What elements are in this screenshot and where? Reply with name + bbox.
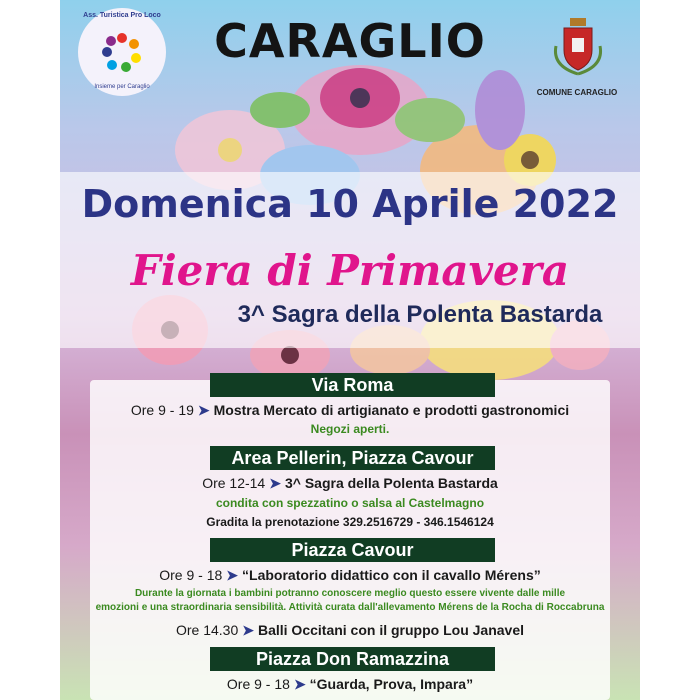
arrow-right-icon: ➤	[226, 567, 239, 583]
item-text: “Laboratorio didattico con il cavallo Mérens”	[242, 567, 541, 583]
item-text: 3^ Sagra della Polenta Bastarda	[284, 475, 498, 491]
item-note: Negozi aperti.	[310, 422, 390, 436]
item-time: Ore 9 - 18	[159, 567, 223, 583]
arrow-right-icon: ➤	[197, 402, 210, 418]
item-note: condita con spezzatino o salsa al Castelmagno	[215, 496, 485, 510]
item-text: “Guarda, Prova, Impara”	[309, 676, 474, 692]
program-item	[90, 567, 610, 584]
event-date: Domenica 10 Aprile 2022	[81, 182, 619, 226]
event-subtitle: 3^ Sagra della Polenta Bastarda	[237, 301, 603, 328]
program-item	[90, 676, 610, 693]
item-note: Durante la giornata i bambini potranno conoscere meglio questo essere vivente dalle mille	[134, 588, 566, 599]
program-item	[90, 622, 610, 639]
event-name: Fiera di Primavera	[130, 246, 570, 295]
item-time: Ore 9 - 19	[130, 402, 194, 418]
item-time: Ore 14.30	[175, 622, 239, 638]
section-title: Via Roma	[210, 373, 495, 397]
arrow-right-icon: ➤	[293, 676, 306, 692]
page-title: CARAGLIO	[214, 14, 486, 68]
item-text: Mostra Mercato di artigianato e prodotti gastronomici	[213, 402, 570, 418]
program-item	[90, 402, 610, 419]
section-title: Area Pellerin, Piazza Cavour	[210, 446, 495, 470]
arrow-right-icon: ➤	[269, 475, 281, 491]
booking-info: Gradita la prenotazione 329.2516729 - 346.1546124	[206, 515, 494, 529]
item-text: Balli Occitani con il gruppo Lou Janavel	[257, 622, 525, 638]
proloco-motto: Insieme per Caraglio	[94, 84, 150, 90]
arrow-right-icon: ➤	[242, 622, 254, 638]
comune-crest-icon	[548, 16, 608, 78]
poster	[60, 0, 640, 700]
comune-label: COMUNE CARAGLIO	[536, 88, 618, 97]
section-title: Piazza Cavour	[210, 538, 495, 562]
proloco-ring-text: Ass. Turistica Pro Loco	[83, 12, 161, 19]
program-item	[90, 475, 610, 492]
section-title: Piazza Don Ramazzina	[210, 647, 495, 671]
item-note: emozioni e una straordinaria sensibilità. Attività curata dall'allevamento Mérens de la Rocha di Roccabruna	[95, 602, 605, 613]
item-time: Ore 9 - 18	[226, 676, 290, 692]
item-time: Ore 12-14	[202, 475, 266, 491]
